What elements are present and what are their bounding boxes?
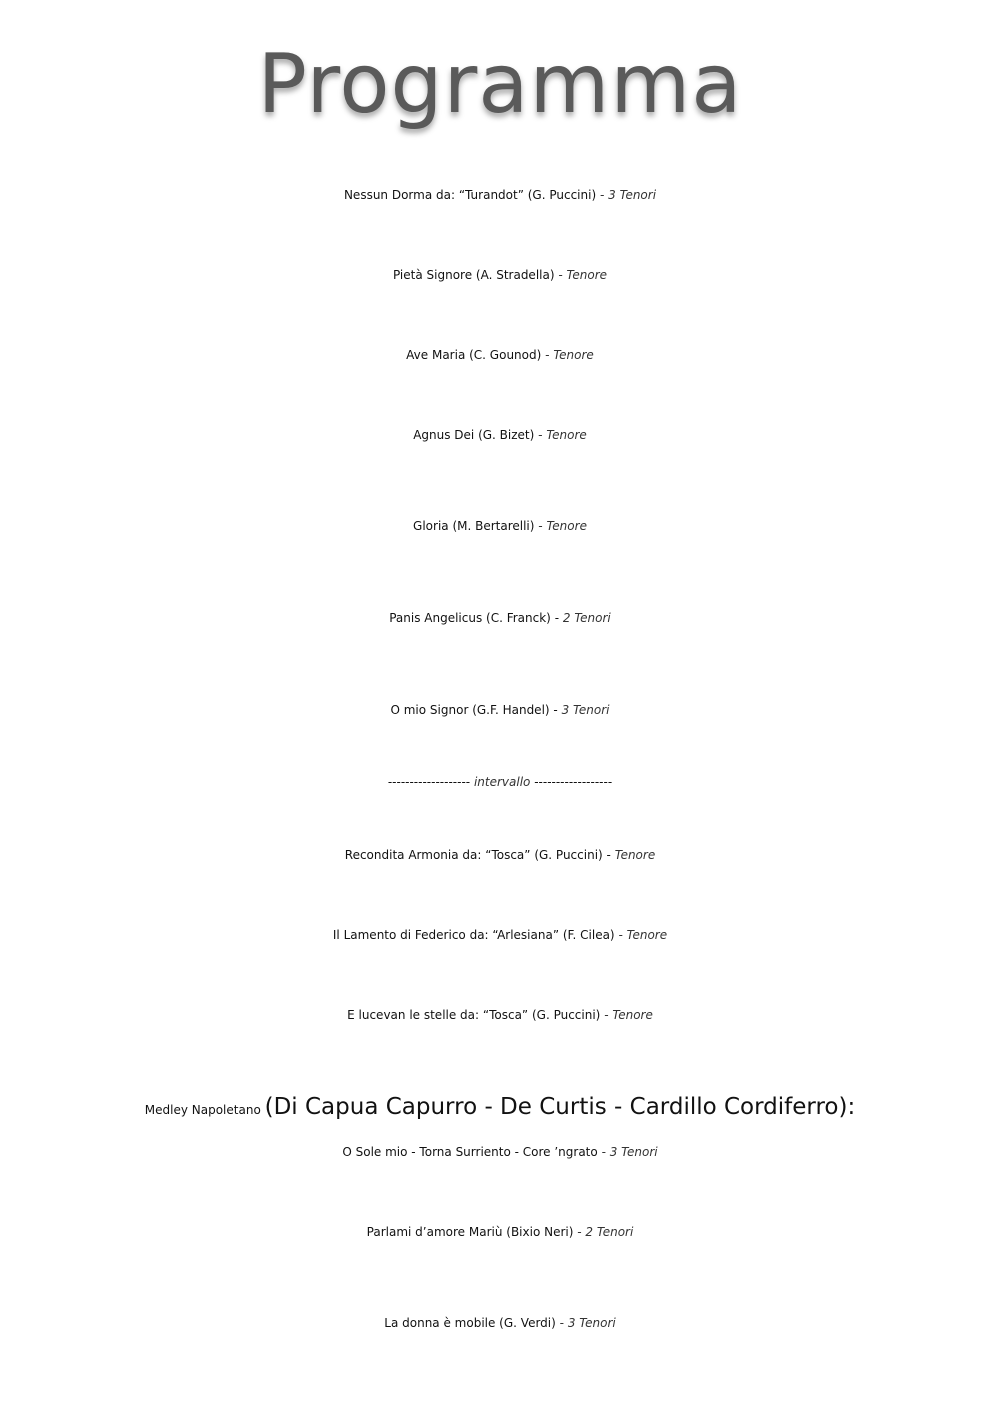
separator-dash: - xyxy=(577,1225,582,1239)
program-item xyxy=(0,415,1000,455)
performer: Tenore xyxy=(546,519,587,533)
piece-title: E lucevan le stelle da: “Tosca” (G. Puccini) xyxy=(347,1008,601,1022)
intermission-label: intervallo xyxy=(473,775,531,789)
program-item xyxy=(0,995,1000,1035)
program-item xyxy=(0,915,1000,955)
program-item xyxy=(0,506,1000,546)
separator-dash: - xyxy=(599,188,605,202)
medley-authors: (Di Capua Capurro - De Curtis - Cardillo Cordiferro): xyxy=(264,1094,856,1120)
dashes-right: ------------------ xyxy=(534,775,613,789)
separator-dash: - xyxy=(538,428,543,442)
piece-title: Il Lamento di Federico da: “Arlesiana” (F. Cilea) xyxy=(332,928,615,942)
piece-title: Pietà Signore (A. Stradella) xyxy=(392,268,555,282)
medley-title: Medley Napoletano xyxy=(144,1103,261,1117)
program-item xyxy=(0,835,1000,875)
performer: Tenore xyxy=(553,348,594,362)
medley-songs-line xyxy=(0,1132,1000,1172)
performer: Tenore xyxy=(626,928,668,942)
program-item xyxy=(0,1303,1000,1343)
page-title: Programma xyxy=(257,37,743,132)
performer: 2 Tenori xyxy=(585,1225,634,1239)
performer: 3 Tenori xyxy=(608,188,657,202)
separator-dash: - xyxy=(545,348,550,362)
piece-title: Nessun Dorma da: “Turandot” (G. Puccini) xyxy=(343,188,597,202)
performer: 3 Tenori xyxy=(567,1316,616,1330)
piece-title: Ave Maria (C. Gounod) xyxy=(406,348,542,362)
piece-title: Agnus Dei (G. Bizet) xyxy=(413,428,535,442)
separator-dash: - xyxy=(604,1008,609,1022)
separator-dash: - xyxy=(606,848,611,862)
medley-heading xyxy=(0,1087,1000,1130)
performer: 3 Tenori xyxy=(609,1145,658,1159)
performer: Tenore xyxy=(546,428,587,442)
separator-dash: - xyxy=(538,519,543,533)
performer: 3 Tenori xyxy=(561,703,610,717)
separator-dash: - xyxy=(559,1316,564,1330)
program-item xyxy=(0,255,1000,295)
performer: Tenore xyxy=(566,268,608,282)
medley-songs: O Sole mio - Torna Surriento - Core ’ngrato xyxy=(342,1145,598,1159)
separator-dash: - xyxy=(554,611,560,625)
piece-title: La donna è mobile (G. Verdi) xyxy=(384,1316,556,1330)
separator-dash: - xyxy=(558,268,563,282)
performer: Tenore xyxy=(614,848,656,862)
piece-title: Panis Angelicus (C. Franck) xyxy=(389,611,551,625)
dashes-left: ------------------- xyxy=(387,775,471,789)
performer: 2 Tenori xyxy=(562,611,611,625)
program-item xyxy=(0,598,1000,638)
piece-title: O mio Signor (G.F. Handel) xyxy=(390,703,550,717)
separator-dash: - xyxy=(601,1145,606,1159)
piece-title: Parlami d’amore Mariù (Bixio Neri) xyxy=(366,1225,574,1239)
piece-title: Recondita Armonia da: “Tosca” (G. Puccini) xyxy=(344,848,603,862)
program-item xyxy=(0,1212,1000,1252)
separator-dash: - xyxy=(553,703,558,717)
intermission-divider xyxy=(0,762,1000,802)
separator-dash: - xyxy=(618,928,623,942)
piece-title: Gloria (M. Bertarelli) xyxy=(413,519,535,533)
program-item xyxy=(0,175,1000,215)
program-item xyxy=(0,335,1000,375)
program-item xyxy=(0,690,1000,730)
performer: Tenore xyxy=(612,1008,653,1022)
